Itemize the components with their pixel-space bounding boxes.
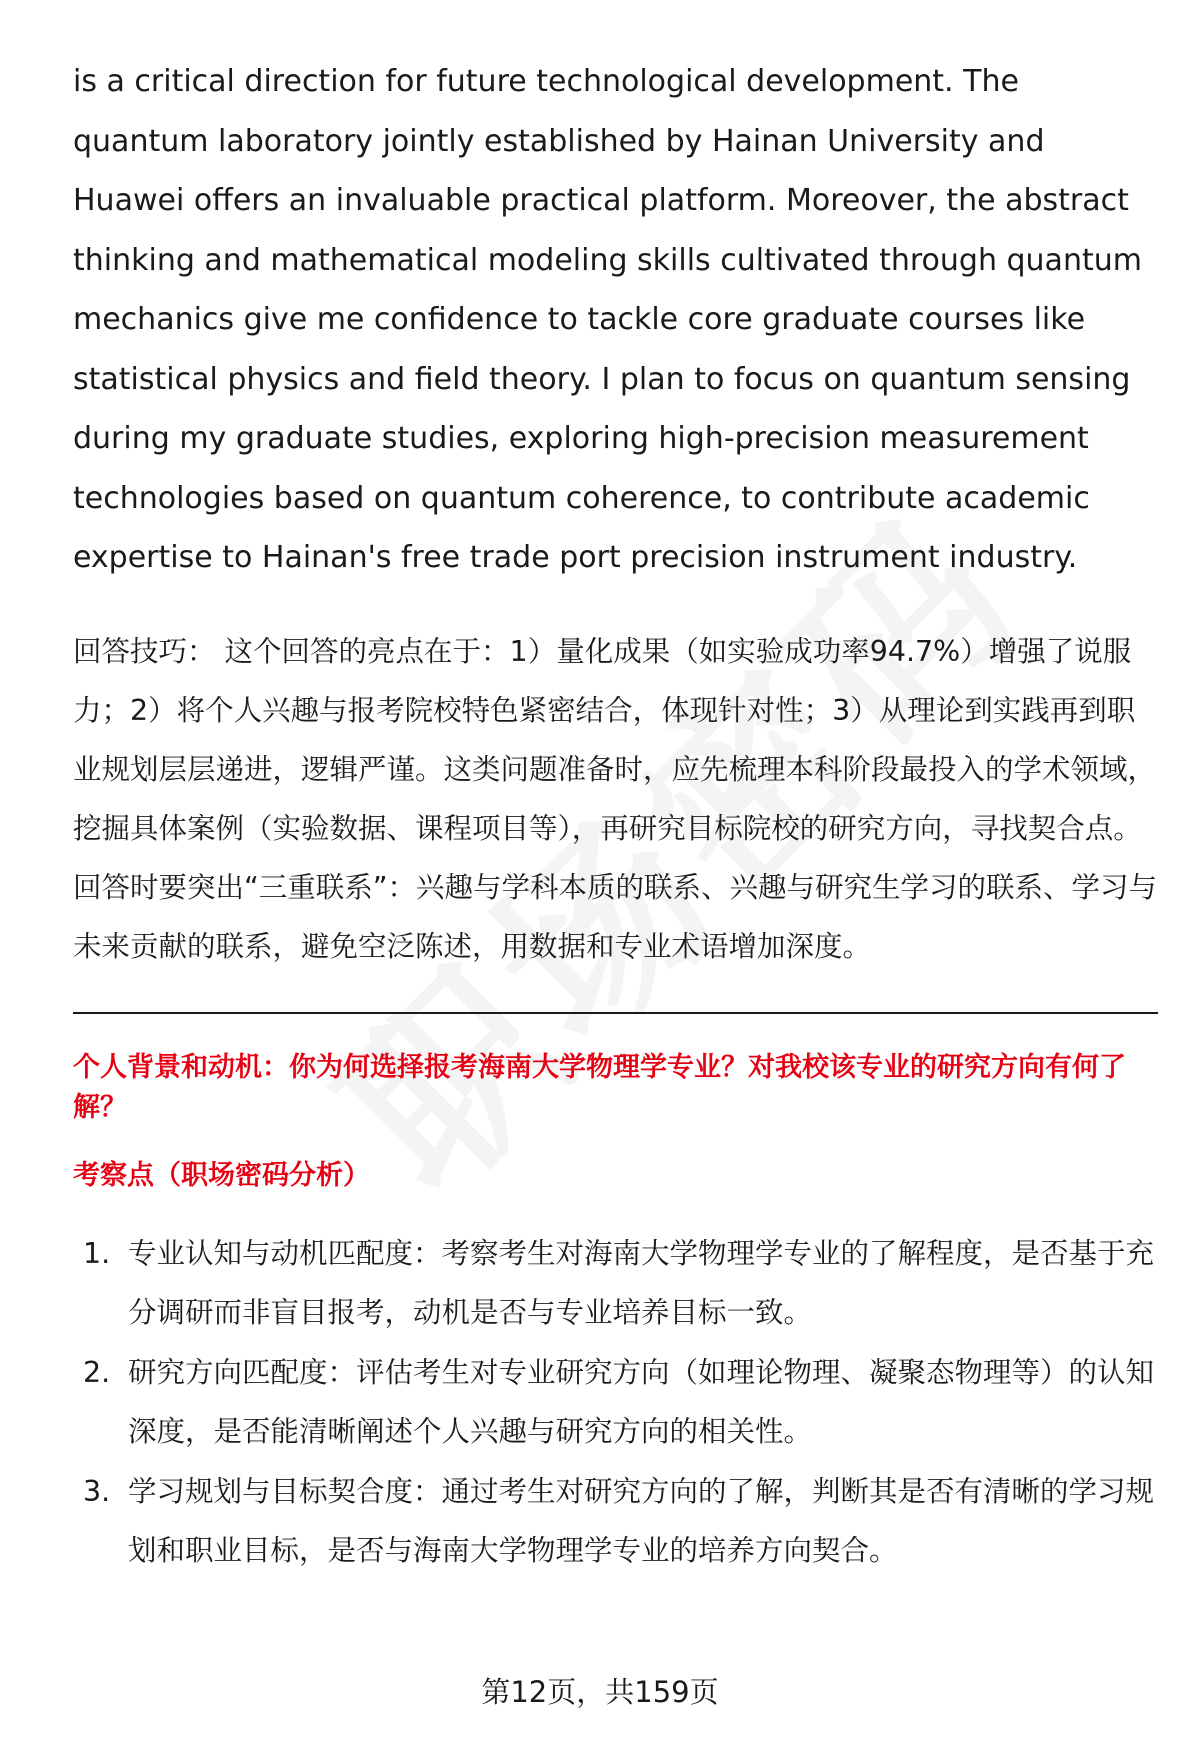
list-number: 3. bbox=[83, 1474, 111, 1508]
list-item-text: 学习规划与目标契合度：通过考生对研究方向的了解，判断其是否有清晰的学习规划和职业目标，是否与海南大学物理学专业的培养方向契合。 bbox=[128, 1474, 1155, 1567]
list-item-text: 专业认知与动机匹配度：考察考生对海南大学物理学专业的了解程度，是否基于充分调研而非盲目报考，动机是否与专业培养目标一致。 bbox=[128, 1236, 1155, 1329]
list-number: 2. bbox=[83, 1355, 111, 1389]
list-item bbox=[73, 1343, 1158, 1462]
page-number-footer: 第12页，共159页 bbox=[481, 1675, 719, 1709]
question-heading: 个人背景和动机：你为何选择报考海南大学物理学专业？对我校该专业的研究方向有何了解？ bbox=[73, 1051, 1126, 1123]
answer-tips-paragraph: 回答技巧： 这个回答的亮点在于：1）量化成果（如实验成功率94.7%）增强了说服力；2）将个人兴趣与报考院校特色紧密结合，体现针对性；3）从理论到实践再到职业规划层层递进，逻辑严谨。这类问题准备时，应先梳理本科阶段最投入的学术领域，挖掘具体案例（实验数据、课程项目等），再研究目标院校的研究方向，寻找契合点。回答时要突出“三重联系”：兴趣与学科本质的联系、兴趣与研究生学习的联系、学习与未来贡献的联系，避免空泛陈述，用数据和专业术语增加深度。 bbox=[73, 634, 1158, 963]
list-item-text: 研究方向匹配度：评估考生对专业研究方向（如理论物理、凝聚态物理等）的认知深度，是否能清晰阐述个人兴趣与研究方向的相关性。 bbox=[128, 1355, 1155, 1448]
section-divider bbox=[73, 1012, 1158, 1014]
assessment-heading: 考察点（职场密码分析） bbox=[73, 1159, 370, 1191]
assessment-list bbox=[73, 1224, 1158, 1581]
list-item bbox=[73, 1224, 1158, 1343]
english-answer-paragraph: is a critical direction for future technological development. The quantum laboratory jointly established by Hainan University and Huawei offers an invaluable practical platform. Moreover, the abstract thinking and mathematical modeling skills cultivated through quantum mechanics give me confidence to tackle core graduate courses like statistical physics and field theory. I plan to focus on quantum sensing during my graduate studies, exploring high-precision measurement technologies based on quantum coherence, to contribute academic expertise to Hainan's free trade port precision instrument industry. bbox=[73, 64, 1142, 575]
document-body bbox=[73, 52, 1158, 1581]
list-number: 1. bbox=[83, 1236, 111, 1270]
list-item bbox=[73, 1462, 1158, 1581]
